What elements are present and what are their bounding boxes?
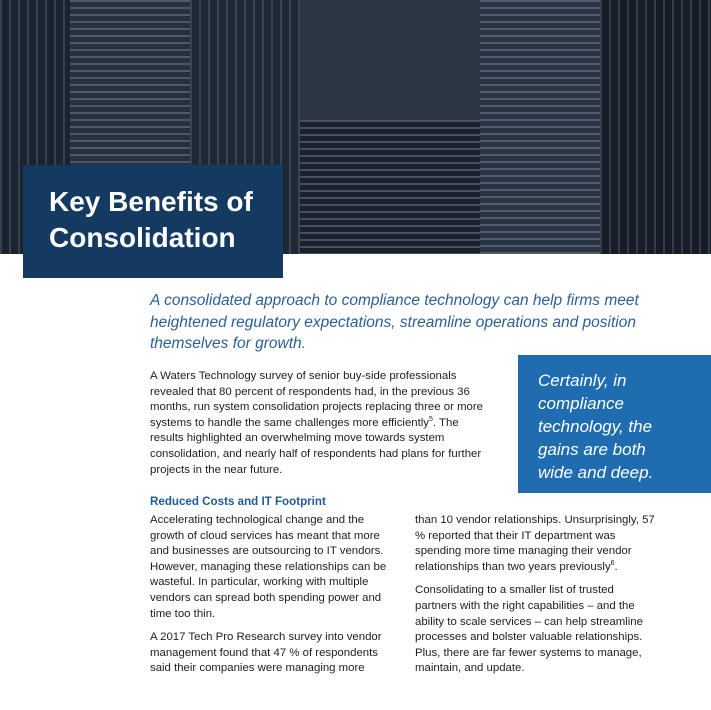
pull-quote: [538, 369, 703, 484]
column-left: [150, 513, 398, 685]
building: [300, 120, 490, 254]
building: [300, 0, 480, 120]
building: [480, 0, 600, 254]
col2-paragraph-1: [415, 513, 655, 575]
quote-line-5: wide and deep.: [538, 463, 654, 482]
quote-line-1: Certainly, in: [538, 371, 627, 390]
title-line-2: Consolidation: [49, 222, 236, 253]
title-box: [23, 165, 283, 278]
col2-paragraph-2: Consolidating to a smaller list of trusted partners with the right capabilities – and the ability to scale services – can help streamline processes and bolster valuable relationships. Plus, there are far fewer systems to manage, maintain, and update.: [415, 584, 643, 675]
column-right: [415, 513, 655, 685]
quote-line-3: technology, the: [538, 417, 653, 436]
survey-paragraph: [150, 369, 495, 478]
survey-text-after: . The results highlighted an overwhelming move towards system consolidation, and nearly half of respondents had plans for further projects in the near future.: [150, 416, 482, 476]
quote-line-2: compliance: [538, 394, 624, 413]
pull-quote-box: [518, 355, 711, 493]
footnote-ref-6: 6: [610, 559, 615, 567]
title-line-1: Key Benefits of: [49, 186, 253, 217]
lead-paragraph: A consolidated approach to compliance technology can help firms meet heightened regulatory expectations, streamline operations and position themselves for growth.: [150, 292, 639, 352]
col1-paragraph-1: Accelerating technological change and the growth of cloud services has meant that more and businesses are outsourcing to IT vendors. However, managing these relationships can be wasteful. In particular, working with multiple vendors can spread both spending power and time too thin.: [150, 514, 387, 620]
building: [70, 0, 190, 180]
col2-p1-text: than 10 vendor relationships. Unsurprisingly, 57 % reported that their IT department was spending more time managing their vendor relationships than two years previously: [415, 514, 655, 573]
section-heading: Reduced Costs and IT Footprint: [150, 495, 326, 508]
survey-text: A Waters Technology survey of senior buy-side professionals revealed that 80 percent of respondents had, in the previous 36 months, run system consolidation projects replacing three or more systems to handle the same challenges more efficiently: [150, 370, 484, 429]
col1-paragraph-2: A 2017 Tech Pro Research survey into vendor management found that 47 % of respondents said their companies were managing more: [150, 631, 382, 675]
page-title: [49, 184, 279, 256]
footnote-ref-5: 5: [429, 415, 433, 423]
quote-line-4: gains are both: [538, 440, 646, 459]
building: [600, 0, 711, 254]
col2-p1-end: .: [614, 560, 618, 573]
